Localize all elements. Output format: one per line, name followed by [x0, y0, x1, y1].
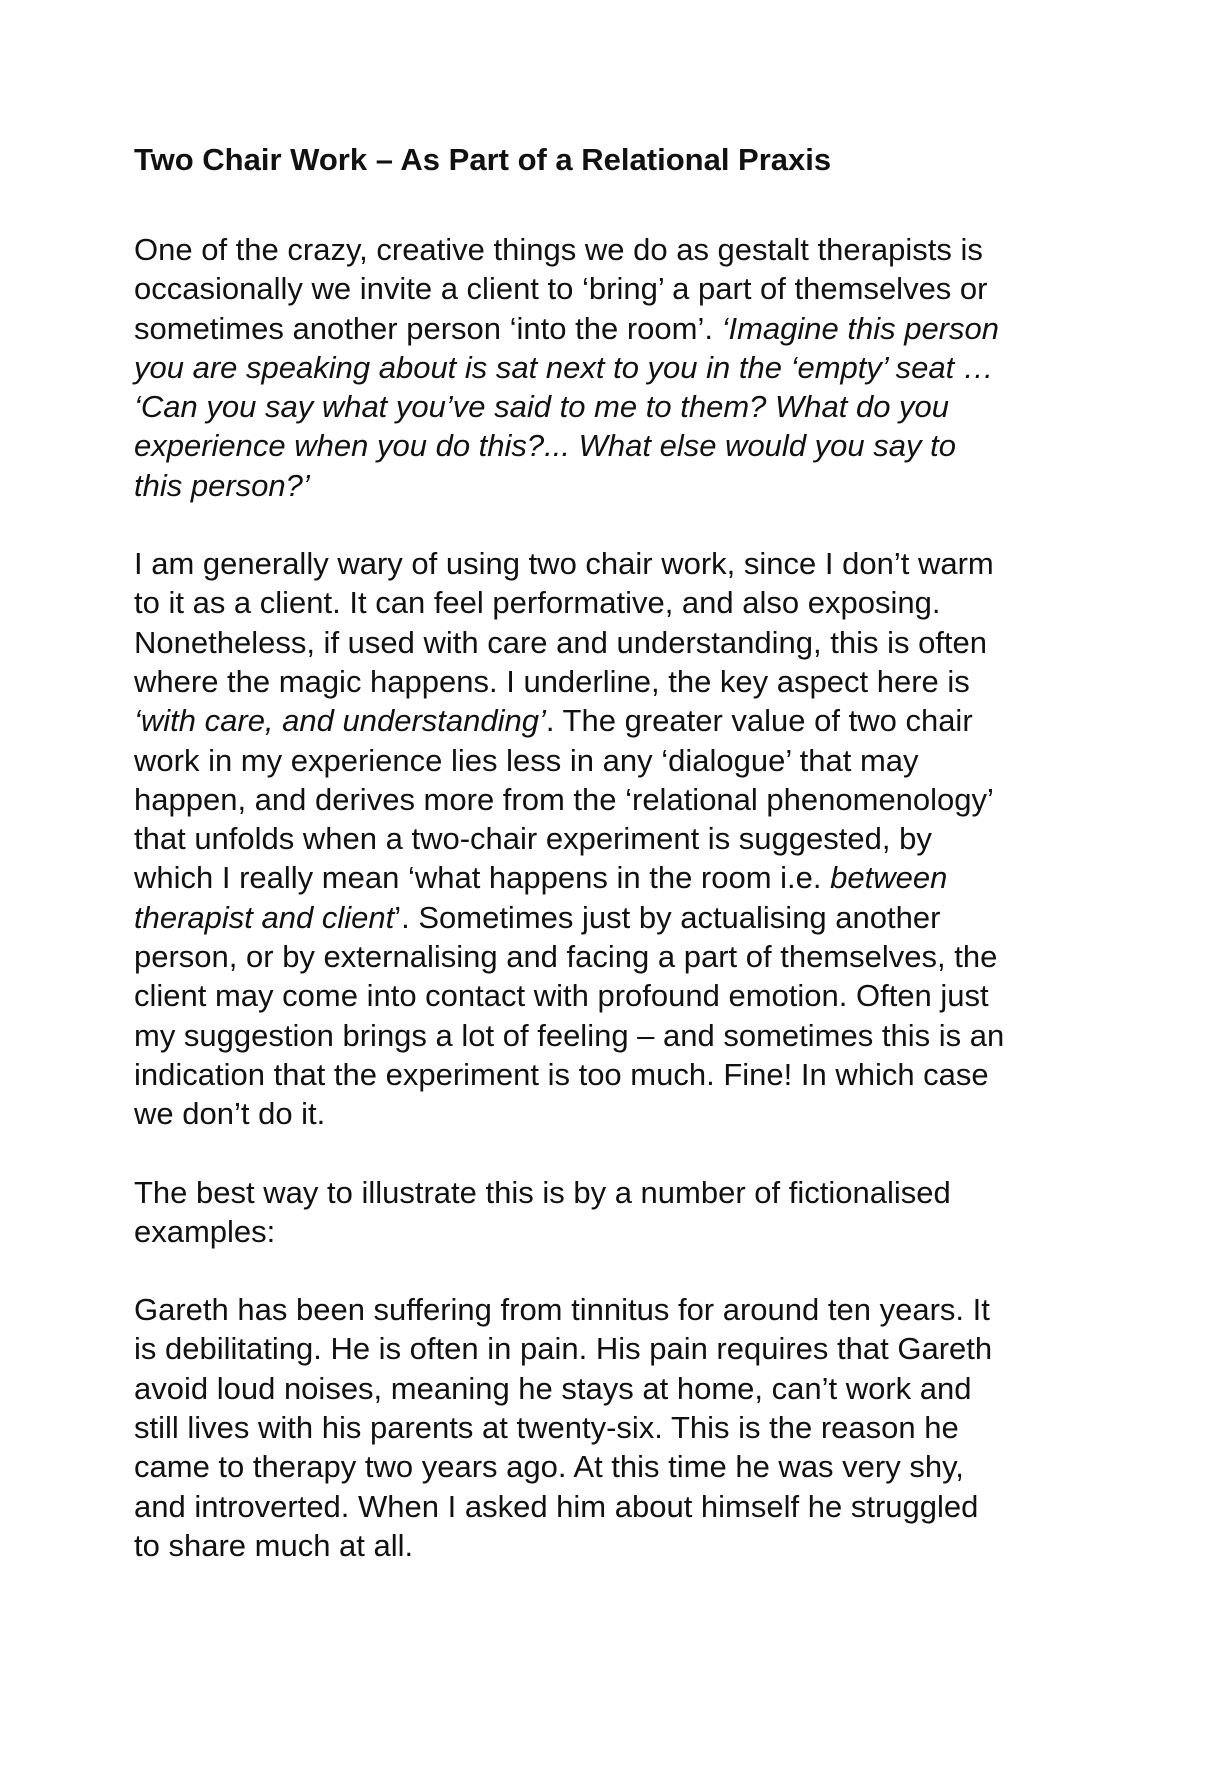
text-line: [134, 858, 1104, 897]
text-line: [134, 1329, 1104, 1368]
text-line: [134, 1212, 1104, 1251]
text-line: [134, 426, 1104, 465]
text-span: that unfolds when a two-chair experiment is suggested, by: [134, 821, 932, 857]
text-span: client may come into contact with profound emotion. Often just: [134, 978, 989, 1014]
text-span: . The greater value of two chair: [545, 703, 973, 739]
text-line: [134, 309, 1104, 348]
text-span: occasionally we invite a client to ‘bring’ a part of themselves or: [134, 271, 988, 307]
text-span: I am generally wary of using two chair work, since I don’t warm: [134, 546, 994, 582]
text-span: still lives with his parents at twenty-six. This is the reason he: [134, 1410, 959, 1446]
paragraph-examples-intro: [134, 1173, 1104, 1252]
text-span: examples:: [134, 1213, 276, 1249]
text-span: and introverted. When I asked him about himself he struggled: [134, 1488, 979, 1524]
text-span: to share much at all.: [134, 1527, 414, 1563]
text-line: [134, 1173, 1104, 1212]
text-line: [134, 819, 1104, 858]
italic-span: experience when you do this?... What else would you say to: [134, 428, 956, 464]
italic-span: you are speaking about is sat next to you in the ‘empty’ seat …: [134, 349, 994, 385]
text-line: [134, 1055, 1104, 1094]
text-span: which I really mean ‘what happens in the room i.e.: [134, 860, 831, 896]
text-span: work in my experience lies less in any ‘dialogue’ that may: [134, 742, 919, 778]
text-line: [134, 780, 1104, 819]
text-span: person, or by externalising and facing a part of themselves, the: [134, 939, 998, 975]
italic-span: ‘Imagine this person: [721, 310, 999, 346]
italic-span: between: [830, 860, 948, 896]
text-span: happen, and derives more from the ‘relational phenomenology’: [134, 781, 994, 817]
text-line: [134, 1016, 1104, 1055]
italic-span: therapist and client: [134, 899, 395, 935]
text-line: [134, 466, 1104, 505]
text-span: avoid loud noises, meaning he stays at home, can’t work and: [134, 1370, 972, 1406]
italic-span: ‘with care, and understanding’: [134, 703, 546, 739]
paragraph-intro: [134, 230, 1104, 505]
text-span: sometimes another person ‘into the room’.: [134, 310, 722, 346]
text-line: [134, 741, 1104, 780]
italic-span: this person?’: [134, 467, 310, 503]
text-line: [134, 1369, 1104, 1408]
text-span: One of the crazy, creative things we do as gestalt therapists is: [134, 232, 983, 267]
text-span: came to therapy two years ago. At this time he was very shy,: [134, 1449, 964, 1485]
document-page: [134, 140, 1104, 1604]
text-line: [134, 583, 1104, 622]
text-span: where the magic happens. I underline, the key aspect here is: [134, 663, 970, 699]
text-line: [134, 623, 1104, 662]
text-line: [134, 1447, 1104, 1486]
text-line: [134, 387, 1104, 426]
text-line: [134, 898, 1104, 937]
text-line: [134, 230, 1104, 269]
text-span: Gareth has been suffering from tinnitus for around ten years. It: [134, 1292, 990, 1328]
text-line: [134, 1408, 1104, 1447]
text-line: [134, 976, 1104, 1015]
paragraph-wary: [134, 544, 1104, 1133]
text-line: [134, 701, 1104, 740]
document-title: Two Chair Work – As Part of a Relational Praxis: [134, 142, 832, 177]
text-line: [134, 544, 1104, 583]
text-span: is debilitating. He is often in pain. His pain requires that Gareth: [134, 1331, 993, 1367]
text-line: [134, 269, 1104, 308]
paragraph-gareth: [134, 1290, 1104, 1565]
text-line: [134, 1094, 1104, 1133]
text-span: The best way to illustrate this is by a number of fictionalised: [134, 1174, 951, 1210]
italic-span: ‘Can you say what you’ve said to me to them? What do you: [134, 389, 950, 425]
text-line: [134, 1487, 1104, 1526]
text-line: [134, 937, 1104, 976]
text-line: [134, 662, 1104, 701]
text-span: my suggestion brings a lot of feeling – and sometimes this is an: [134, 1017, 1005, 1053]
text-line: [134, 1526, 1104, 1565]
text-line: [134, 1290, 1104, 1329]
text-span: indication that the experiment is too much. Fine! In which case: [134, 1056, 989, 1092]
text-line: [134, 348, 1104, 387]
text-span: ’. Sometimes just by actualising another: [394, 899, 941, 935]
text-span: to it as a client. It can feel performative, and also exposing.: [134, 585, 941, 621]
text-span: Nonetheless, if used with care and understanding, this is often: [134, 624, 988, 660]
text-span: we don’t do it.: [134, 1096, 326, 1132]
